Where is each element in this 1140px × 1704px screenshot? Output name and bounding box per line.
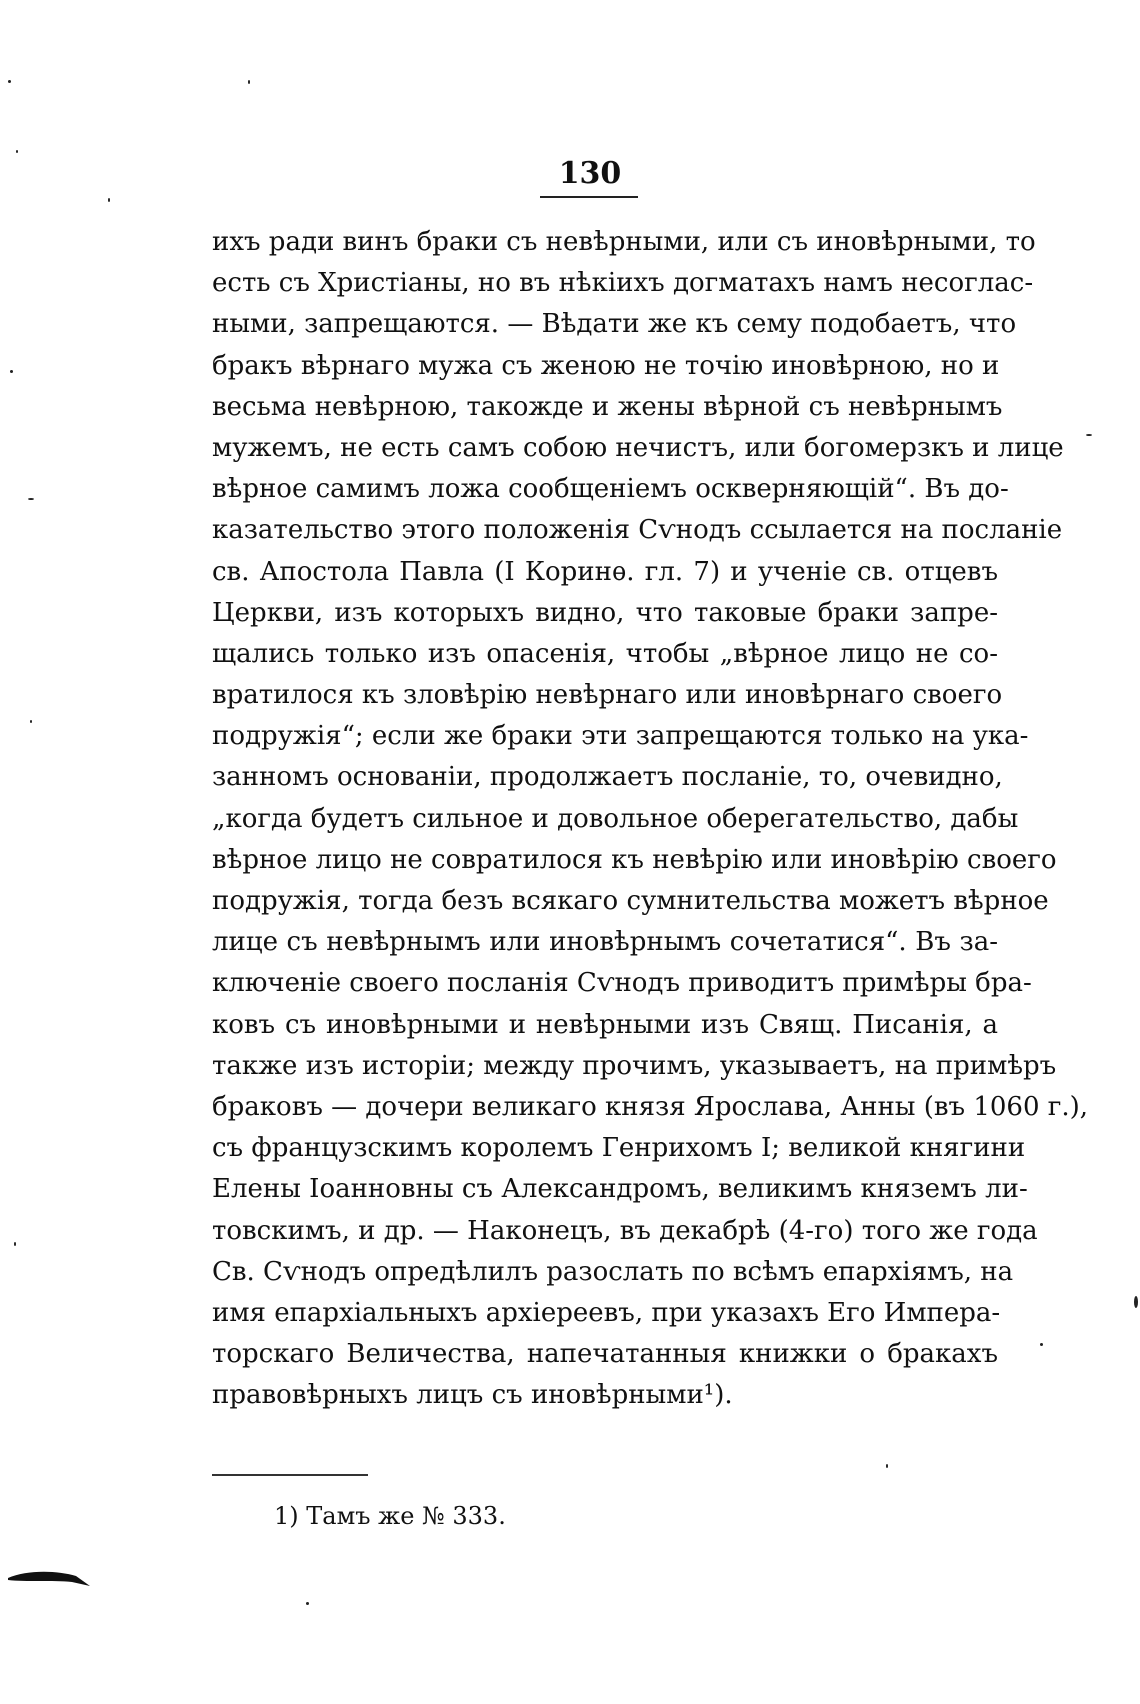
page-number: 130 [558,156,622,191]
text-line: бракъ вѣрнаго мужа съ женою не точію иновѣрною, но и [212,350,1000,381]
text-line: торскаго Величества, напечатанныя книжки о бракахъ [212,1339,998,1370]
text-line: ихъ ради винъ браки съ невѣрными, или съ иновѣрными, то [212,227,1036,257]
scan-speck [306,1602,309,1605]
text-line: подружія, тогда безъ всякаго сумнительства можетъ вѣрное [212,886,1049,916]
scan-speck [30,720,32,723]
text-line: браковъ — дочери великаго князя Ярослава, Анны (въ 1060 г.), [212,1091,1089,1122]
scan-speck [1134,1296,1138,1308]
scan-speck [248,80,250,84]
text-line: также изъ исторіи; между прочимъ, указываетъ, на примѣръ [212,1050,1057,1081]
text-line: „когда будетъ сильное и довольное оберегательство, дабы [212,803,1019,834]
text-line: казательство этого положенія Сѵнодъ ссылается на посланіе [212,515,1063,546]
page-number-underline [540,196,638,198]
text-line: лице съ невѣрнымъ или иновѣрнымъ сочетатися“. Въ за- [212,927,998,958]
footnote-separator [212,1474,368,1476]
text-line: вѣрное лицо не совратилося къ невѣрію или иновѣрію своего [212,844,1057,875]
text-line: св. Апостола Павла (I Коринѳ. гл. 7) и ученіе св. отцевъ [212,556,998,587]
scan-speck [1086,434,1092,436]
ink-smudge [6,1568,90,1588]
text-line: есть съ Христіаны, но въ нѣкіихъ догматахъ намъ несоглас- [212,268,1034,299]
text-line: ными, запрещаются. — Вѣдати же къ сему подобаетъ, что [212,309,1017,340]
text-line: товскимъ, и др. — Наконецъ, въ декабрѣ (4-го) того же года [212,1215,1038,1246]
scan-speck [10,370,13,373]
scan-speck [8,80,11,83]
scan-speck [14,1242,16,1246]
text-line: вѣрное самимъ ложа сообщеніемъ оскверняющій“. Въ до- [212,474,1009,505]
text-line: щались только изъ опасенія, чтобы „вѣрное лицо не со- [212,638,998,669]
text-line: ключеніе своего посланія Сѵнодъ приводитъ примѣры бра- [212,968,1032,999]
text-line: имя епархіальныхъ архіереевъ, при указахъ Его Импера- [212,1297,1001,1328]
scan-speck [886,1464,888,1468]
text-line: подружія“; если же браки эти запрещаются только на ука- [212,721,1029,752]
body-text [212,222,1089,1416]
text-line: ковъ съ иновѣрными и невѣрными изъ Свящ. Писанія, а [212,1009,998,1040]
text-line: вратилося къ зловѣрію невѣрнаго или иновѣрнаго своего [212,680,1003,711]
scan-speck [16,150,18,153]
scan-speck [108,198,110,202]
text-line: Церкви, изъ которыхъ видно, что таковые браки запре- [212,597,998,628]
text-line: занномъ основаніи, продолжаетъ посланіе, то, очевидно, [212,762,1003,793]
text-line: весьма невѣрною, такожде и жены вѣрной съ невѣрнымъ [212,391,1003,422]
text-line: Елены Іоанновны съ Александромъ, великимъ княземъ ли- [212,1174,1028,1205]
text-line: правовѣрныхъ лицъ съ иновѣрными¹). [212,1380,733,1411]
text-line: съ французскимъ королемъ Генрихомъ I; великой княгини [212,1133,1026,1164]
text-line: Св. Сѵнодъ опредѣлилъ разослать по всѣмъ епархіямъ, на [212,1256,1014,1287]
footnote: 1) Тамъ же № 333. [274,1502,506,1530]
text-line: мужемъ, не есть самъ собою нечистъ, или богомерзкъ и лице [212,432,1064,463]
scan-speck [1040,1343,1043,1346]
scan-speck [28,498,34,500]
